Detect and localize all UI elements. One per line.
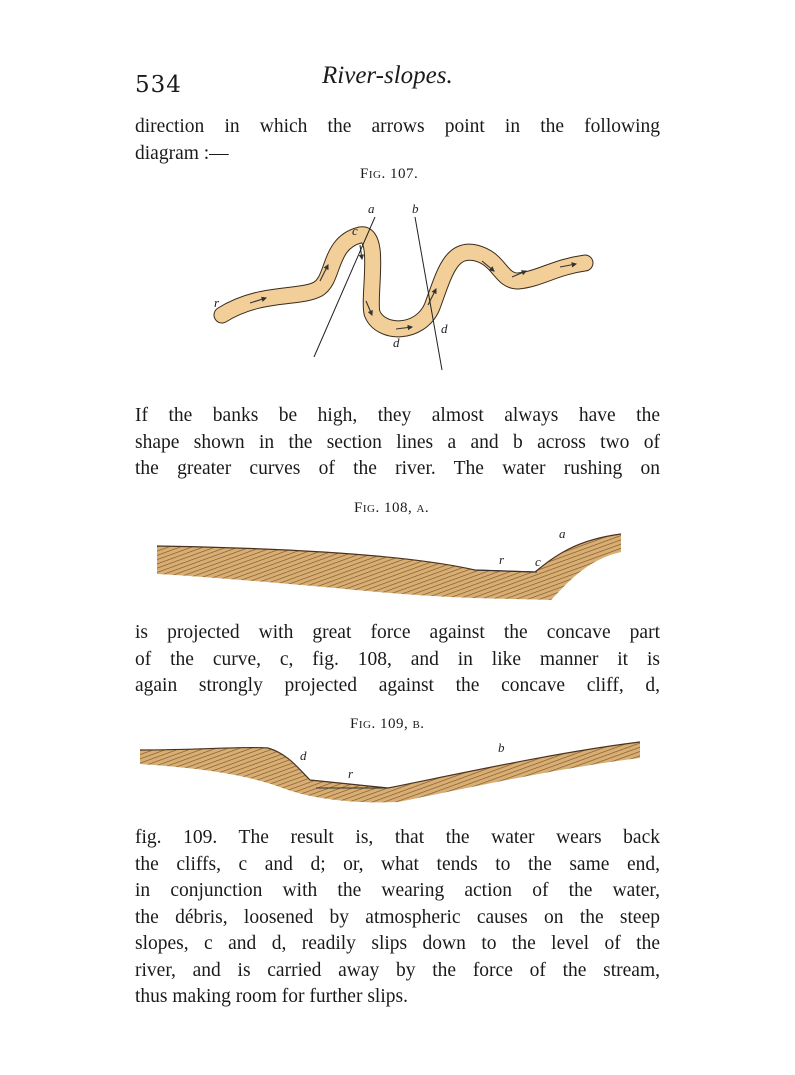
- text-line: again strongly projected against the concave cliff, d,: [135, 675, 660, 696]
- ground-section: [157, 534, 621, 600]
- text-line: direction in which the arrows point in the following: [135, 116, 660, 137]
- ground-section: [140, 742, 640, 802]
- label-r: r: [348, 766, 354, 781]
- label-a: a: [559, 526, 566, 541]
- figure-109-diagram: [138, 738, 643, 808]
- label-b: b: [412, 201, 419, 216]
- page-number: 534: [135, 72, 182, 98]
- figure-108-diagram: [155, 526, 625, 606]
- label-d: d: [300, 748, 307, 763]
- paragraph-3: [135, 620, 660, 700]
- text-line: the cliffs, c and d; or, what tends to the same end,: [135, 853, 660, 875]
- text-line: diagram :—: [135, 142, 229, 164]
- label-r: r: [214, 295, 220, 310]
- label-r: r: [499, 552, 505, 567]
- label-d: d: [441, 321, 448, 336]
- label-b: b: [498, 740, 505, 755]
- text-line: fig. 109. The result is, that the water wears back: [135, 827, 660, 848]
- figure-108-caption: Fig. 108, a.: [354, 500, 430, 516]
- paragraph-2: [135, 403, 660, 483]
- label-c: c: [535, 554, 541, 569]
- text-line: river, and is carried away by the force of the stream,: [135, 959, 660, 981]
- figure-107-caption: Fig. 107.: [360, 166, 419, 182]
- paragraph-4: [135, 825, 660, 1011]
- label-c: c: [352, 223, 358, 238]
- text-line: If the banks be high, they almost always have the: [135, 405, 660, 426]
- figure-107-diagram: [200, 195, 600, 380]
- running-title: River-slopes.: [322, 62, 453, 89]
- text-line: thus making room for further slips.: [135, 986, 408, 1007]
- text-line: of the curve, c, fig. 108, and in like manner it is: [135, 648, 660, 670]
- text-line: is projected with great force against the concave part: [135, 622, 660, 643]
- label-a: a: [368, 201, 375, 216]
- text-line: the débris, loosened by atmospheric causes on the steep: [135, 906, 660, 928]
- text-line: slopes, c and d, readily slips down to the level of the: [135, 933, 660, 954]
- paragraph-1: [135, 114, 660, 167]
- text-line: shape shown in the section lines a and b across two of: [135, 431, 660, 453]
- label-d: d: [393, 335, 400, 350]
- figure-109-caption: Fig. 109, b.: [350, 716, 425, 732]
- text-line: the greater curves of the river. The water rushing on: [135, 458, 660, 479]
- text-line: in conjunction with the wearing action of the water,: [135, 880, 660, 901]
